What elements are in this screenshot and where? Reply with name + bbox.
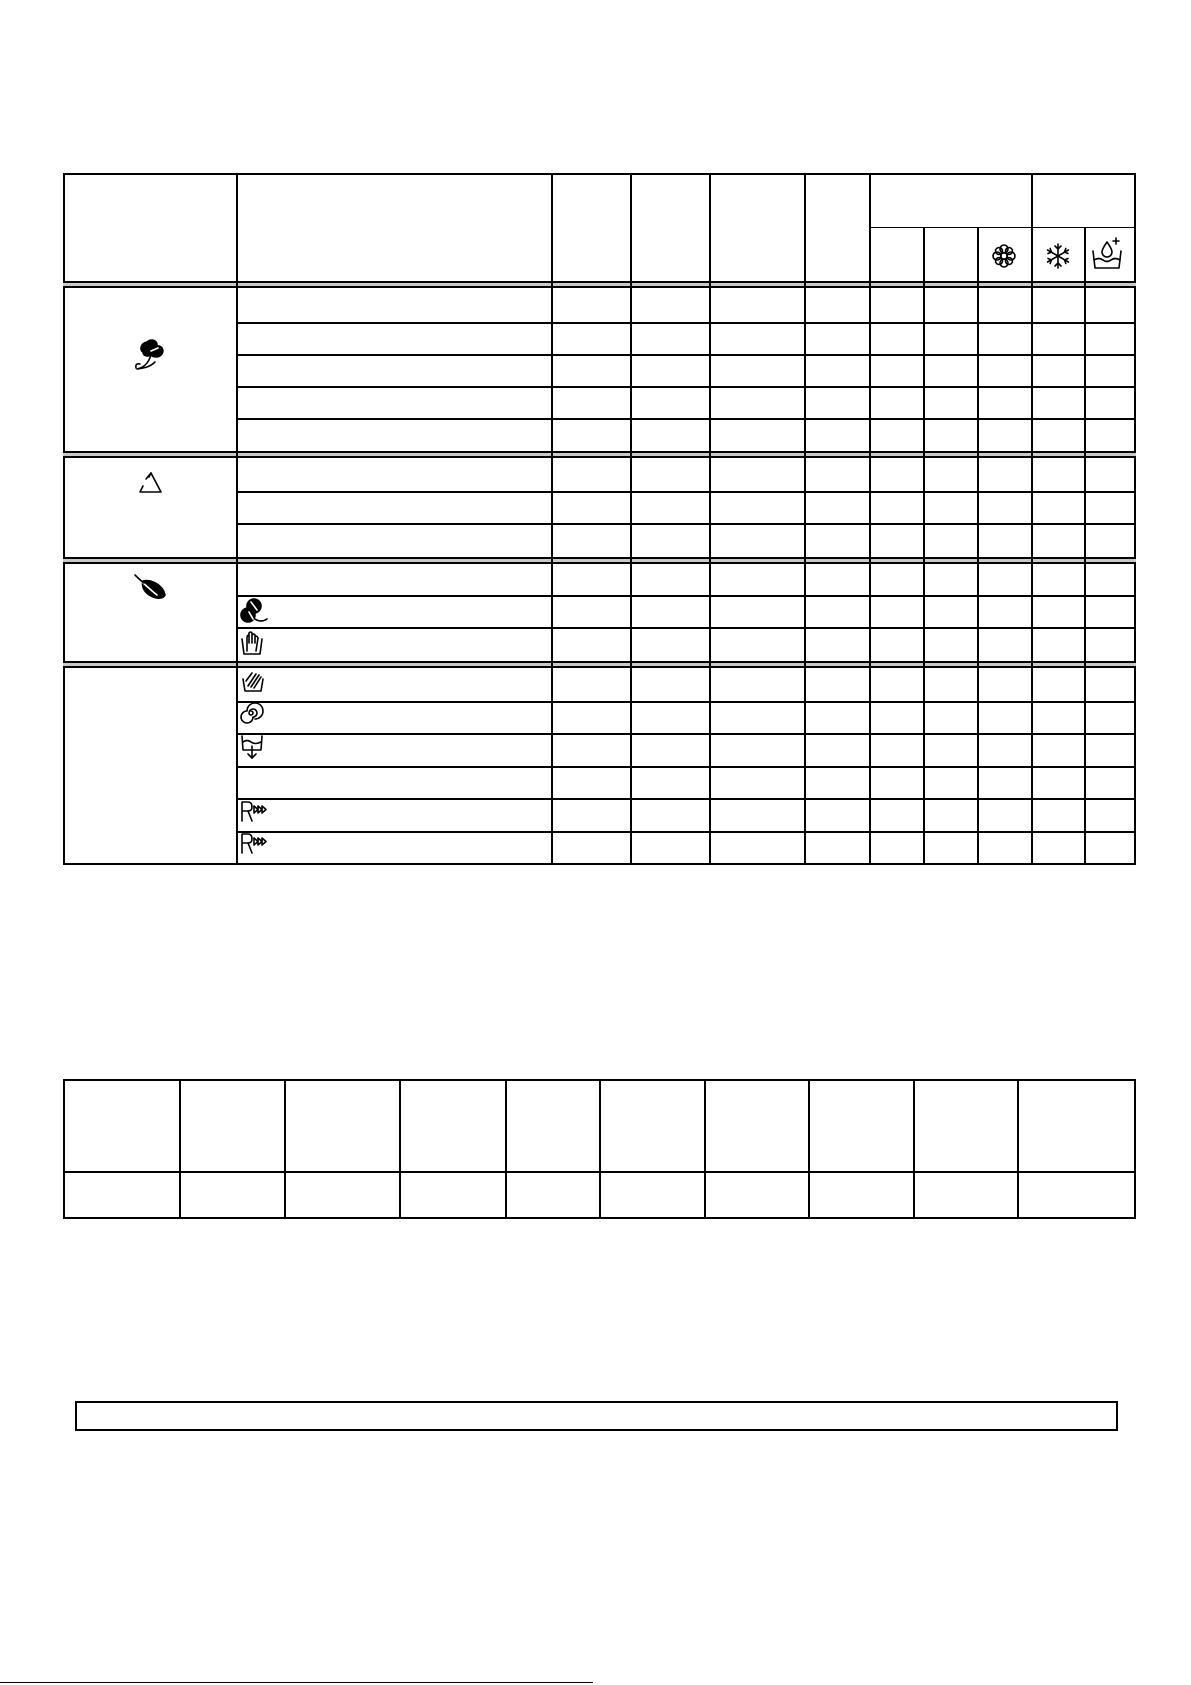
spin-spiral-icon xyxy=(241,703,261,723)
snowflake-icon xyxy=(1044,242,1072,270)
row-line xyxy=(237,701,1136,703)
header-subrow-line xyxy=(870,227,1136,228)
col-line xyxy=(1031,173,1033,865)
col-line xyxy=(923,227,925,865)
hand-wash-tub-icon xyxy=(240,629,264,657)
col-line xyxy=(1084,227,1086,865)
synthetic-triangle-icon xyxy=(137,471,163,495)
row-line xyxy=(237,733,1136,735)
col-line xyxy=(505,1079,507,1219)
col-line xyxy=(1134,1079,1136,1219)
section-band-header xyxy=(63,281,1136,288)
section-band-delicate xyxy=(63,661,1136,668)
wool-yarn-icon xyxy=(239,597,269,625)
row-line xyxy=(237,386,1136,388)
stain-tub-icon xyxy=(1091,237,1123,271)
col-line xyxy=(284,1079,286,1219)
table-border-left xyxy=(63,173,65,865)
note-box xyxy=(75,1401,1118,1431)
col-line xyxy=(551,173,553,865)
row-line xyxy=(237,354,1136,356)
row-line xyxy=(237,766,1136,768)
col-line xyxy=(63,1079,65,1219)
table-border-top xyxy=(63,173,1136,175)
flower-softener-icon xyxy=(991,243,1017,269)
col-line xyxy=(709,173,711,865)
rinse-icon xyxy=(241,669,265,693)
row-line xyxy=(237,418,1136,420)
row-line xyxy=(237,627,1136,629)
col-line xyxy=(236,173,238,865)
col-line xyxy=(808,1079,810,1219)
col-line xyxy=(977,227,979,865)
table-border-right xyxy=(1134,173,1136,865)
footer-rule xyxy=(0,1682,593,1683)
col-line xyxy=(804,173,806,865)
col-line xyxy=(913,1079,915,1219)
row-line xyxy=(237,523,1136,525)
feather-icon xyxy=(133,573,169,603)
cotton-flower-icon xyxy=(133,338,169,372)
col-line xyxy=(399,1079,401,1219)
row-line xyxy=(237,831,1136,833)
row-line xyxy=(237,491,1136,493)
section-band-synthetic xyxy=(63,557,1136,564)
row-line xyxy=(237,798,1136,800)
col-line xyxy=(1017,1079,1019,1219)
col-line xyxy=(599,1079,601,1219)
rapid-icon xyxy=(239,800,267,822)
col-line xyxy=(179,1079,181,1219)
col-line xyxy=(704,1079,706,1219)
drain-icon xyxy=(240,734,264,760)
row-line xyxy=(237,322,1136,324)
col-line xyxy=(869,173,871,865)
section-band-cotton xyxy=(63,451,1136,458)
row-line xyxy=(237,595,1136,597)
rapid-icon xyxy=(239,832,267,854)
col-line xyxy=(630,173,632,865)
table-border-bottom xyxy=(63,863,1136,865)
